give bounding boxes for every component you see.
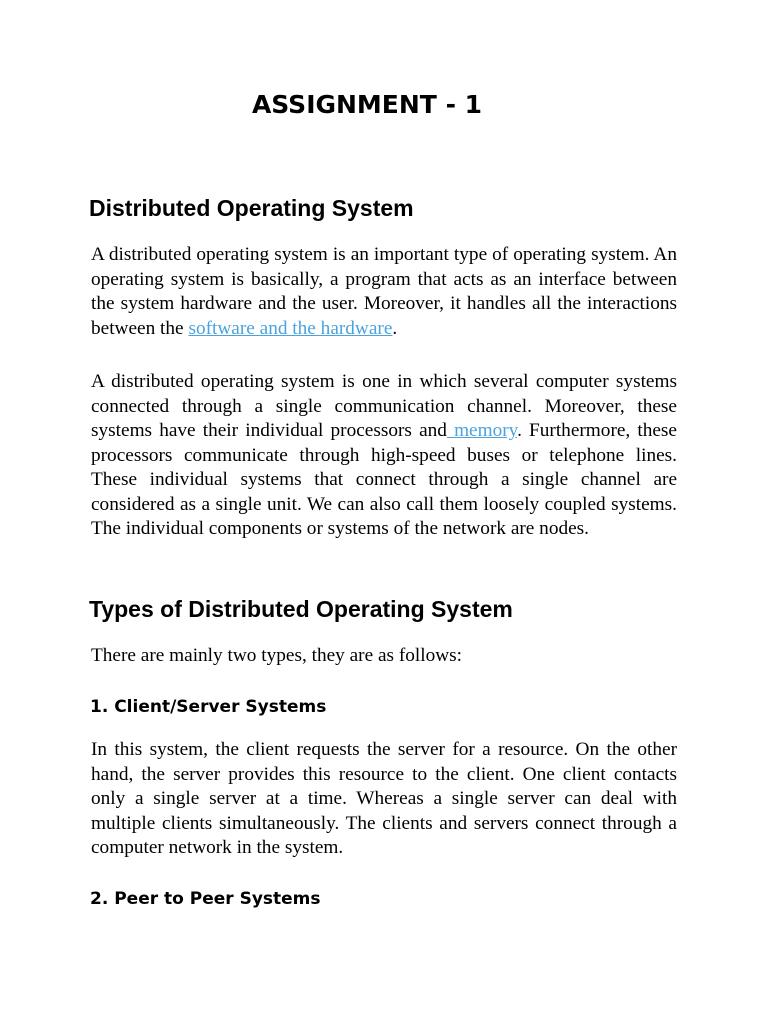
subheading-client-server: 1. Client/Server Systems (90, 697, 327, 717)
paragraph-intro (91, 243, 677, 341)
document-title: ASSIGNMENT - 1 (251, 90, 483, 119)
paragraph-intro-end: . (392, 317, 398, 339)
paragraph-intro-text: A distributed operating system is an important type of operating system. An operating system is basically, a program that acts as an interface between the system hardware and the user. Moreover, it handles all the interactions between the (91, 244, 677, 339)
paragraph-types-intro: There are mainly two types, they are as follows: (91, 645, 463, 666)
link-software-and-hardware[interactable]: software and the hardware (188, 317, 393, 339)
paragraph-definition-rest: . Furthermore, these processors communicate through high-speed buses or telephone lines. These individual systems that connect through a single channel are considered as a single unit. We can also call them loosely coupled systems. The individual components or systems of the network are nodes. (91, 420, 677, 539)
section-heading-types: Types of Distributed Operating System (89, 596, 513, 622)
subheading-peer-to-peer: 2. Peer to Peer Systems (90, 889, 321, 909)
paragraph-definition (91, 370, 677, 542)
section-heading-distributed-os: Distributed Operating System (89, 195, 414, 221)
paragraph-client-server: In this system, the client requests the server for a resource. On the other hand, the server provides this resource to the client. One client contacts only a single server at a time. Whereas a single server can deal with multiple clients simultaneously. The clients and servers connect through a computer network in the system. (91, 739, 677, 858)
link-memory[interactable]: memory (446, 420, 518, 441)
paragraph-definition-text: A distributed operating system is one in which several computer systems connected through a single communication channel. Moreover, these systems have their individual processors and (91, 371, 677, 441)
